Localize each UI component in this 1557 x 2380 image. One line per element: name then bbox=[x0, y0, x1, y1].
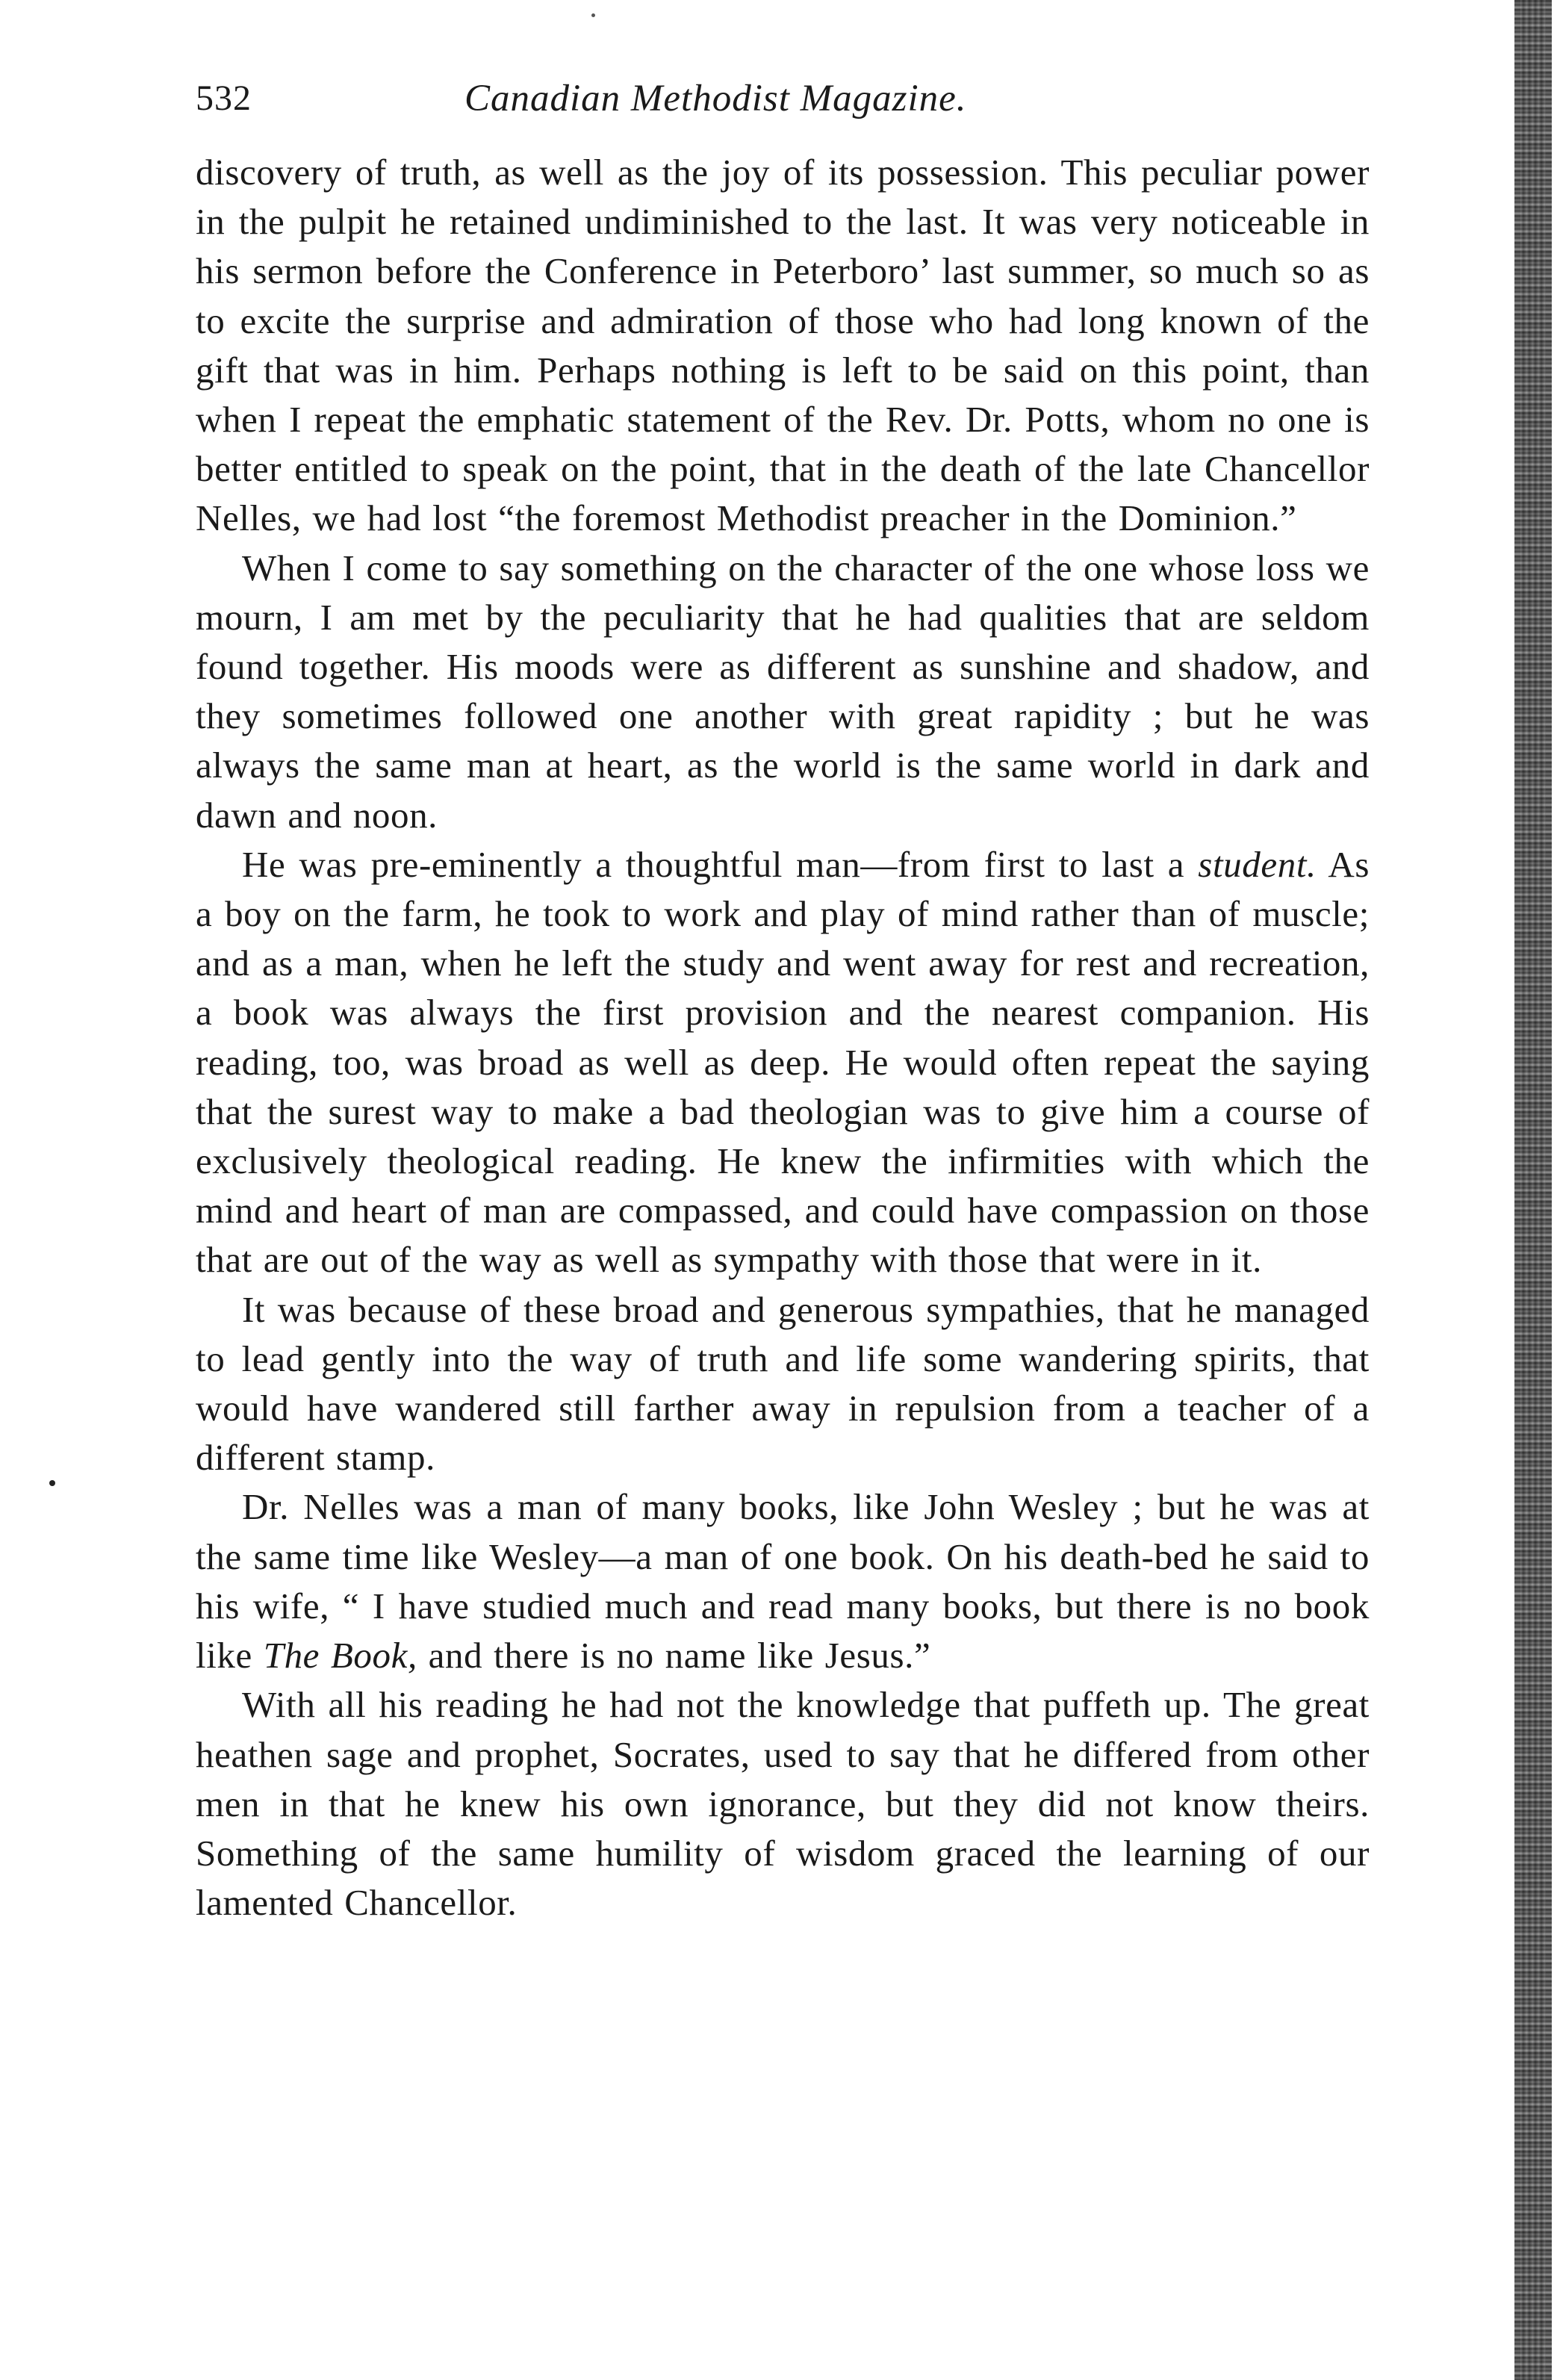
body-text bbox=[196, 148, 1370, 1927]
paragraph bbox=[196, 840, 1370, 1285]
paragraph-text: and there is no name like Jesus.” bbox=[417, 1635, 931, 1677]
margin-speck bbox=[49, 1480, 55, 1486]
page-edge-texture bbox=[1520, 0, 1546, 2380]
paragraph-text: Dr. Nelles was a man of many books, like John Wesley ; but he was at the same time like Wesley—a man of one book. On his death-bed he said to his wife, “ I have studied much and read many books, but there is no book like bbox=[196, 1486, 1370, 1677]
italic-title: The Book, bbox=[263, 1635, 417, 1677]
paragraph-text: He was pre-eminently a thoughtful man—from first to last a bbox=[242, 843, 1199, 885]
page-header bbox=[196, 69, 1370, 128]
print-speck bbox=[591, 13, 595, 17]
paragraph bbox=[196, 148, 1370, 544]
running-title: Canadian Methodist Magazine. bbox=[464, 78, 967, 119]
paragraph bbox=[196, 544, 1370, 840]
paragraph-text: It was because of these broad and generous sympathies, that he managed to lead gently into the way of truth and life some wandering spirits, that would have wandered still farther away in repulsion from a teacher of a different stamp. bbox=[196, 1288, 1370, 1479]
page-number: 532 bbox=[196, 78, 252, 118]
paragraph bbox=[196, 1680, 1370, 1927]
paragraph-text: As a boy on the farm, he took to work and play of mind rather than of muscle; and as a man, when he left the study and went away for rest and recreation, a book was always the first provision and the nearest companion. His reading, too, was broad as well as deep. He would often repeat the saying that the surest way to make a bad theologian was to give him a course of exclusively theological reading. He knew the infirmities with which the mind and heart of man are compassed, and could have compassion on those that are out of the way as well as sympathy with those that were in it. bbox=[196, 843, 1370, 1281]
paragraph-text: discovery of truth, as well as the joy of its possession. This peculiar power in the pulpit he retained undiminished to the last. It was very noticeable in his sermon before the Conference in Peterboro’ last summer, so much so as to excite the surprise and admiration of those who had long known of the gift that was in him. Perhaps nothing is left to be said on this point, than when I repeat the emphatic statement of the Rev. Dr. Potts, whom no one is better entitled to speak on the point, that in the death of the late Chancellor Nelles, we had lost “the foremost Methodist preacher in the Dominion.” bbox=[196, 152, 1370, 539]
paragraph-text: With all his reading he had not the knowledge that puffeth up. The great heathen sage and prophet, Socrates, used to say that he differed from other men in that he knew his own ignorance, but they did not know theirs. Something of the same humility of wisdom graced the learning of our lamented Chancellor. bbox=[196, 1684, 1370, 1924]
paragraph bbox=[196, 1482, 1370, 1680]
italic-word: student. bbox=[1198, 843, 1317, 885]
paragraph-text: When I come to say something on the character of the one whose loss we mourn, I am met by the peculiarity that he had qualities that are seldom found together. His moods were as different as sunshine and shadow, and they sometimes followed one another with great rapidity ; but he was always the same man at heart, as the world is the same world in dark and dawn and noon. bbox=[196, 547, 1370, 836]
paragraph bbox=[196, 1285, 1370, 1483]
